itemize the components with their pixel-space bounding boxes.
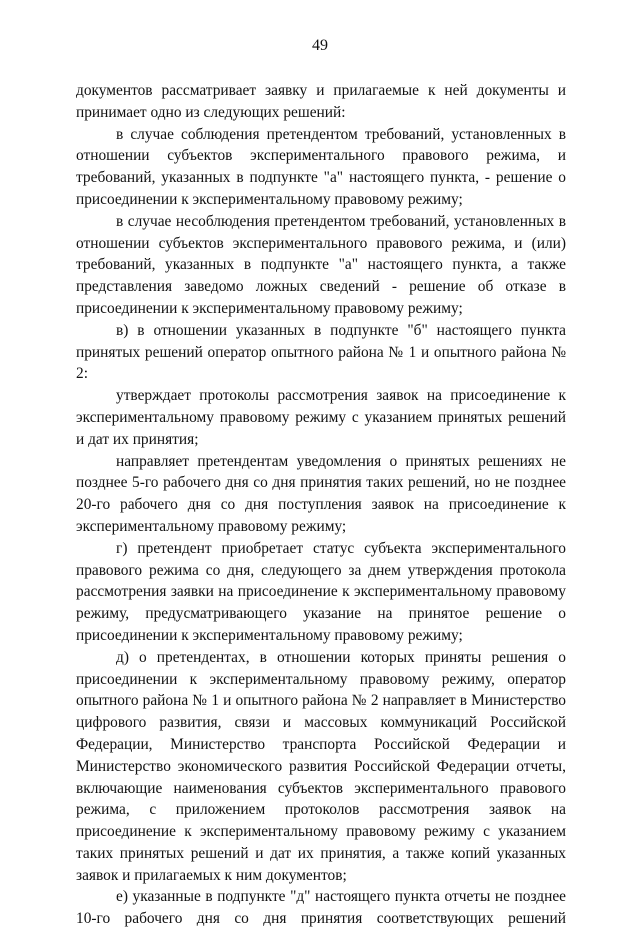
paragraph-subitem-e: е) указанные в подпункте "д" настоящего пункта отчеты не позднее 10-го рабочего дня со дня принятия соответствующих решений	[76, 888, 566, 928]
paragraph-subitem-d: д) о претендентах, в отношении которых приняты решения о присоединении к экспериментальному правовому режиму, оператор опытного района № 1 и опытного района № 2 направляет в Министерство цифрового развития, связи и массовых коммуникаций Российской Федерации, Министерство транспорта Российской Федерации и Министерство экономического развития Российской Федерации отчеты, включающие наименования субъектов экспериментального правового режима, с приложением протоколов рассмотрения заявок на присоединение к экспериментальному правовому режиму с указанием таких принятых решений и дат их принятия, а также копий указанных заявок и прилагаемых к ним документов;	[76, 648, 566, 884]
paragraph-subitem-g: г) претендент приобретает статус субъекта экспериментального правового режима со дня, следующего за днем утверждения протокола рассмотрения заявки на присоединение к экспериментальному правовому режиму, предусматривающего указание на принятое решение о присоединении к экспериментальному правовому режиму;	[76, 539, 566, 644]
paragraph-continuation: документов рассматривает заявку и прилагаемые к ней документы и принимает одно из следующих решений:	[76, 82, 566, 121]
document-body	[76, 80, 566, 930]
paragraph-approves-protocols: утверждает протоколы рассмотрения заявок на присоединение к экспериментальному правовому режиму с указанием принятых решений и дат их принятия;	[76, 387, 566, 448]
paragraph-sends-notifications: направляет претендентам уведомления о принятых решениях не позднее 5-го рабочего дня со дня принятия таких решений, но не позднее 20-го рабочего дня со дня поступления заявок на присоединение к экспериментальному правовому режиму;	[76, 452, 566, 535]
paragraph-subitem-v: в) в отношении указанных в подпункте "б" настоящего пункта принятых решений оператор опытного района № 1 и опытного района № 2:	[76, 321, 566, 383]
paragraph-refusal-decision: в случае несоблюдения претендентом требований, установленных в отношении субъектов экспериментального правового режима, и (или) требований, указанных в подпункте "а" настоящего пункта, а также представления заведомо ложных сведений - решение об отказе в присоединении к экспериментальному правовому режиму;	[76, 212, 566, 317]
paragraph-compliance-decision: в случае соблюдения претендентом требований, установленных в отношении субъектов экспериментального правового режима, и требований, указанных в подпункте "а" настоящего пункта, - решение о присоединении к экспериментальному правовому режиму;	[76, 125, 566, 208]
page-number: 49	[312, 37, 328, 54]
